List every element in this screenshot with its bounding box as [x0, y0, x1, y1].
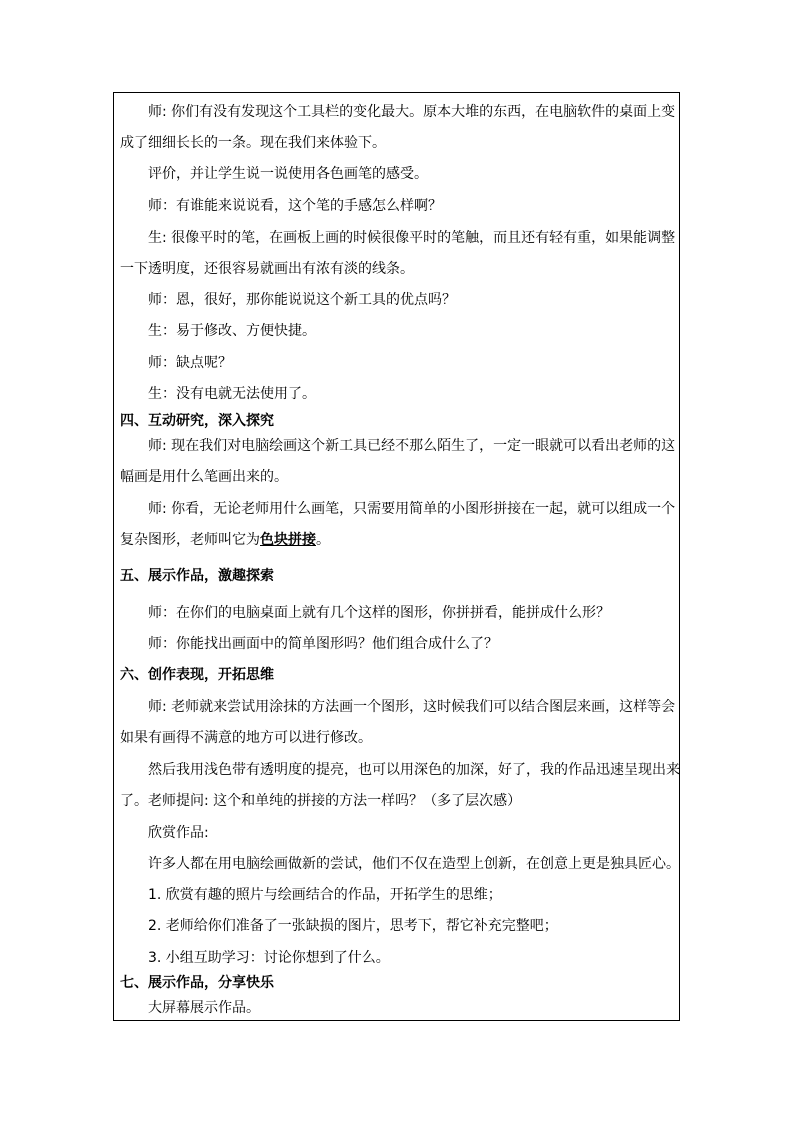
paragraph-text: 复杂图形，老师叫它为 [120, 532, 260, 548]
paragraph-line: 如果有画得不满意的地方可以进行修改。 [120, 730, 372, 746]
paragraph-line: 大屏幕展示作品。 [148, 1000, 260, 1016]
paragraph-line: 师：恩，很好，那你能说说这个新工具的优点吗？ [148, 292, 456, 308]
paragraph-line: 生: 很像平时的笔，在画板上画的时候很像平时的笔触，而且还有轻有重，如果能调整 [148, 230, 676, 246]
paragraph-line: 然后我用浅色带有透明度的提亮，也可以用深色的加深，好了，我的作品迅速呈现出来 [148, 762, 680, 778]
underlined-term: 色块拼接 [260, 532, 316, 548]
paragraph-line: 师：缺点呢？ [148, 355, 232, 371]
paragraph-text: 。 [316, 532, 330, 548]
paragraph-line: 幅画是用什么笔画出来的。 [120, 469, 288, 485]
paragraph-line: 评价，并让学生说一说使用各色画笔的感受。 [148, 166, 428, 182]
paragraph-line: 师: 你们有没有发现这个工具栏的变化最大。原本大堆的东西，在电脑软件的桌面上变 [148, 104, 676, 120]
paragraph-line: 许多人都在用电脑绘画做新的尝试，他们不仅在造型上创新，在创意上更是独具匠心。 [148, 856, 680, 872]
section-heading: 五、展示作品，激趣探索 [120, 568, 274, 584]
section-heading: 四、互动研究，深入探究 [120, 413, 274, 429]
paragraph-line: 成了细细长长的一条。现在我们来体验下。 [120, 135, 386, 151]
paragraph-line: 师：你能找出画面中的简单图形吗？他们组合成什么了？ [148, 636, 498, 652]
paragraph-line: 师: 你看，无论老师用什么画笔，只需要用简单的小图形拼接在一起，就可以组成一个 [148, 501, 676, 517]
paragraph-line: 一下透明度，还很容易就画出有浓有淡的线条。 [120, 261, 414, 277]
paragraph-line: 师：有谁能来说说看，这个笔的手感怎么样啊？ [148, 198, 442, 214]
section-heading: 七、展示作品，分享快乐 [120, 975, 274, 991]
paragraph-line: 师: 现在我们对电脑绘画这个新工具已经不那么陌生了，一定一眼就可以看出老师的这 [148, 438, 676, 454]
paragraph-line: 欣赏作品: [148, 825, 209, 841]
list-item: 2. 老师给你们准备了一张缺损的图片，思考下，帮它补充完整吧； [148, 918, 558, 934]
lesson-plan-table-cell [113, 92, 680, 1021]
list-item: 3. 小组互助学习：讨论你想到了什么。 [148, 950, 390, 966]
paragraph-line: 师：在你们的电脑桌面上就有几个这样的图形，你拼拼看，能拼成什么形？ [148, 605, 610, 621]
list-item: 1. 欣赏有趣的照片与绘画结合的作品，开拓学生的思维； [148, 887, 502, 903]
paragraph-line: 师: 老师就来尝试用涂抹的方法画一个图形，这时候我们可以结合图层来画，这样等会 [148, 699, 676, 715]
paragraph-line: 生：没有电就无法使用了。 [148, 386, 316, 402]
paragraph-line: 了。老师提问: 这个和单纯的拼接的方法一样吗？（多了层次感） [120, 793, 522, 809]
paragraph-line [120, 531, 330, 549]
section-heading: 六、创作表现，开拓思维 [120, 667, 274, 683]
paragraph-line: 生：易于修改、方便快捷。 [148, 323, 316, 339]
